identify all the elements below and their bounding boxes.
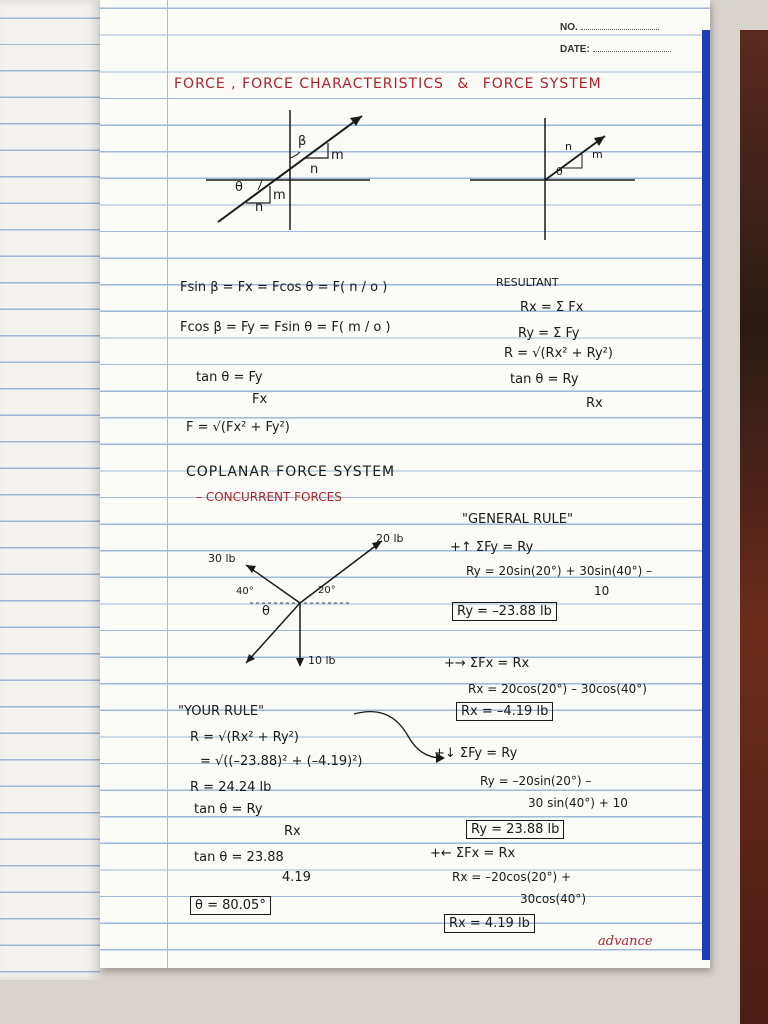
diag1-m-bottom: m	[273, 188, 286, 203]
page-edge-binding	[702, 30, 710, 960]
concurrent-subheading: – CONCURRENT FORCES	[196, 490, 342, 504]
diag1-beta: β	[298, 134, 307, 149]
yr-tan1-num: tan θ = Ry	[194, 802, 263, 817]
resultant-label: RESULTANT	[496, 276, 559, 289]
yr-tan2-den: 4.19	[282, 870, 311, 885]
header-no	[560, 22, 659, 33]
alt-rx-result: Rx = 4.19 lb	[444, 914, 535, 933]
resultant-tan-num: tan θ = Ry	[510, 372, 579, 387]
gr-rx-eq: Rx = 20cos(20°) – 30cos(40°)	[468, 682, 647, 696]
angle-40: 40°	[236, 586, 254, 597]
diag1-theta: θ	[235, 180, 243, 195]
title-part2: FORCE SYSTEM	[482, 76, 602, 92]
left-notebook-page	[0, 0, 100, 980]
diag2-n: n	[565, 140, 572, 153]
alt-sum-fx: +← ΣFx = Rx	[430, 846, 516, 861]
resultant-tan-den: Rx	[586, 396, 603, 411]
alt-sum-fy: +↓ ΣFy = Ry	[434, 746, 518, 761]
background-surface	[740, 30, 768, 1024]
tan-numerator: tan θ = Fy	[196, 370, 263, 385]
force-20lb: 20 lb	[376, 532, 404, 545]
angle-diagram	[470, 118, 640, 243]
page-title	[174, 76, 602, 92]
yr-theta-result: θ = 80.05°	[190, 896, 271, 915]
resultant-rx: Rx = Σ Fx	[520, 300, 584, 315]
diag1-m-top: m	[331, 148, 344, 163]
resultant-ry: Ry = Σ Fy	[518, 326, 580, 341]
gr-ry-tail: 10	[594, 584, 610, 598]
tan-denominator: Fx	[252, 392, 268, 407]
resultant-r: R = √(Rx² + Ry²)	[504, 346, 613, 361]
alt-rx-eq: Rx = –20cos(20°) +	[452, 870, 572, 884]
yr-r1: R = √(Rx² + Ry²)	[190, 730, 299, 745]
alt-rx-eq2: 30cos(40°)	[520, 892, 587, 906]
force-10lb: 10 lb	[308, 654, 336, 667]
alt-ry-result: Ry = 23.88 lb	[466, 820, 564, 839]
brand-logo: advance	[598, 934, 653, 949]
general-rule-heading: "GENERAL RULE"	[462, 512, 573, 527]
yr-tan2-num: tan θ = 23.88	[194, 850, 284, 865]
diag1-n-top: n	[310, 162, 319, 177]
yr-r3: R = 24.24 lb	[190, 780, 272, 795]
coplanar-heading: COPLANAR FORCE SYSTEM	[186, 464, 396, 480]
force-30lb: 30 lb	[208, 552, 236, 565]
yr-r2: = √((–23.88)² + (–4.19)²)	[200, 754, 363, 769]
diag2-theta: θ	[556, 165, 563, 178]
gr-sum-fy: +↑ ΣFy = Ry	[450, 540, 534, 555]
alt-ry-eq: Ry = –20sin(20°) –	[480, 774, 592, 788]
header-date	[560, 44, 671, 55]
your-rule-heading: "YOUR RULE"	[178, 704, 265, 719]
force-magnitude: F = √(Fx² + Fy²)	[186, 420, 290, 435]
gr-rx-result: Rx = –4.19 lb	[456, 702, 553, 721]
yr-tan1-den: Rx	[284, 824, 301, 839]
diag2-m: m	[592, 148, 603, 161]
gr-ry-eq: Ry = 20sin(20°) + 30sin(40°) –	[466, 564, 653, 578]
gr-ry-result: Ry = –23.88 lb	[452, 602, 557, 621]
date-label: DATE:	[560, 44, 590, 55]
force-components-diagram	[200, 110, 390, 240]
diag1-n-bottom: n	[255, 200, 264, 215]
angle-20: 20°	[318, 585, 336, 596]
no-label: NO.	[560, 22, 578, 33]
title-amp: &	[457, 76, 470, 92]
gr-sum-fx: +→ ΣFx = Rx	[444, 656, 530, 671]
component-line2: Fcos β = Fy = Fsin θ = F( m / o )	[180, 320, 391, 335]
alt-ry-eq2: 30 sin(40°) + 10	[528, 796, 628, 810]
notebook-page	[100, 0, 710, 968]
title-part1: FORCE , FORCE CHARACTERISTICS	[174, 76, 444, 92]
angle-theta: θ	[262, 604, 270, 619]
component-line1: Fsin β = Fx = Fcos θ = F( n / o )	[180, 280, 388, 295]
margin-line	[167, 0, 168, 968]
